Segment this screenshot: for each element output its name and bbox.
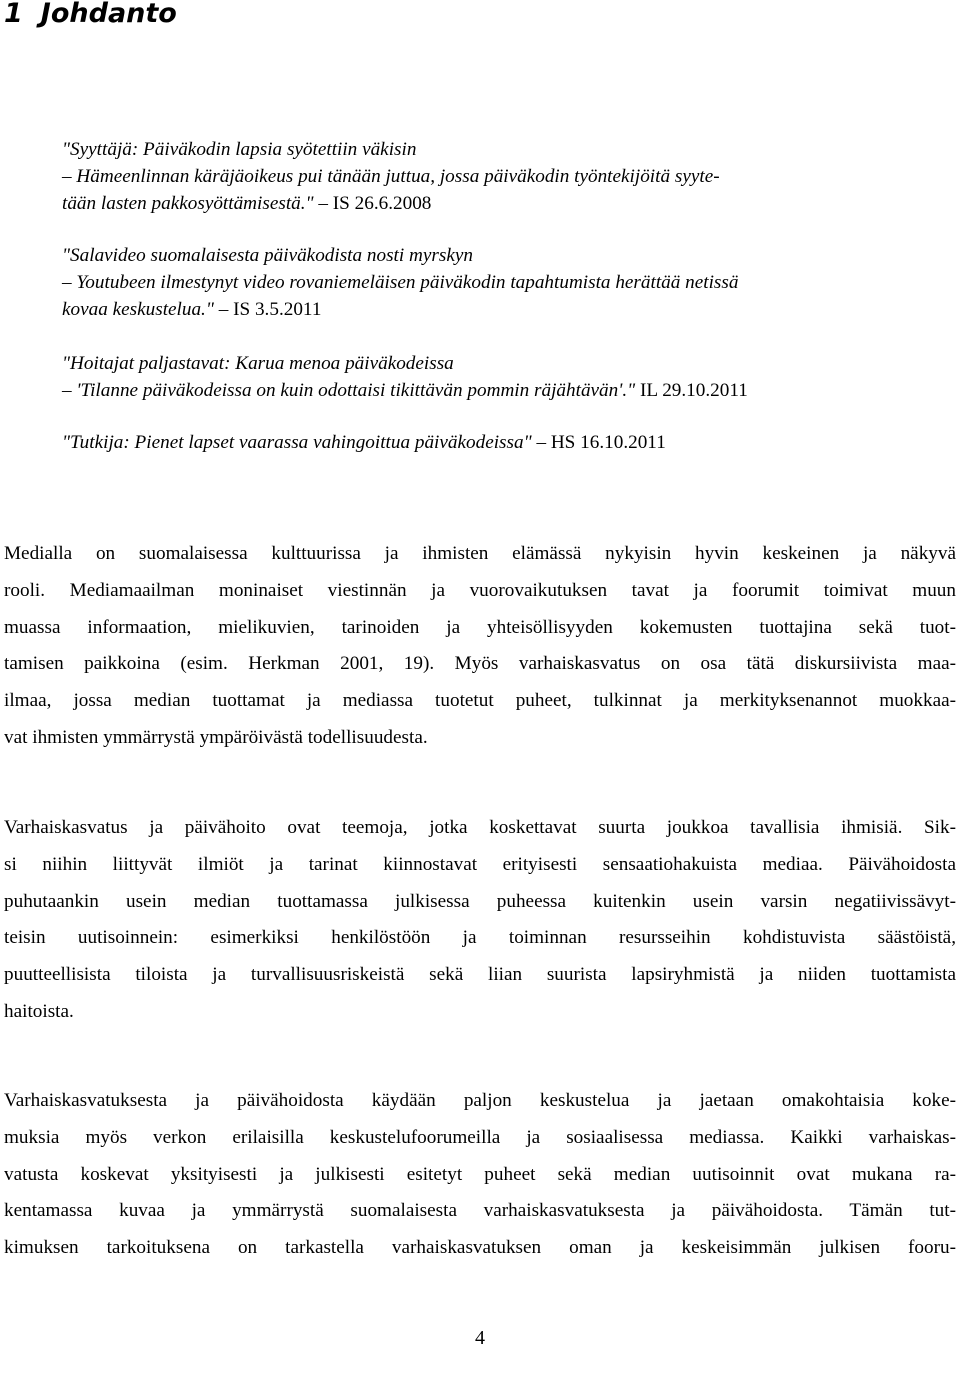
quote-line: – Hämeenlinnan käräjäoikeus pui tänään juttua, jossa päiväkodin työntekijöitä syyte- [62, 165, 720, 187]
paragraph-line: rooli. Mediamaailman moninaiset viestinnän ja vuorovaikutuksen tavat ja foorumit toimivat muun [4, 579, 956, 601]
body-paragraph [4, 1083, 956, 1267]
paragraph-line: Varhaiskasvatus ja päivähoito ovat teemoja, jotka koskettavat suurta joukkoa tavallisia ihmisiä. Sik- [4, 817, 956, 838]
paragraph-line: vatusta koskevat yksityisesti ja julkisesti esitetyt puheet sekä median uutisoinnit ovat mukana ra- [4, 1163, 956, 1185]
paragraph-line: haitoista. [4, 1000, 74, 1022]
paragraph-line: puutteellisista tiloista ja turvallisuusriskeistä sekä liian suurista lapsiryhmistä ja niiden tuottamista [4, 964, 956, 986]
quote-source: – HS 16.10.2011 [536, 432, 666, 453]
paragraph-line: Varhaiskasvatuksesta ja päivähoidosta käydään paljon keskustelua ja jaetaan omakohtaisia koke- [4, 1090, 956, 1111]
quote-headline: "Syyttäjä: Päiväkodin lapsia syötettiin väkisin [62, 139, 417, 160]
quote-line: tään lasten pakkosyöttämisestä." [62, 192, 314, 214]
paragraph-line: tamisen paikkoina (esim. Herkman 2001, 19). Myös varhaiskasvatus on osa tätä diskursiivista maa- [4, 653, 956, 675]
news-quote [62, 243, 922, 323]
body-paragraph [4, 810, 956, 1031]
paragraph-line: vat ihmisten ymmärrystä ympäröivästä todellisuudesta. [4, 726, 428, 748]
paragraph-line: kentamassa kuvaa ja ymmärrystä suomalaisesta varhaiskasvatuksesta ja päivähoidosta. Tämän tut- [4, 1200, 956, 1222]
paragraph-line: muassa informaation, mielikuvien, tarinoiden ja yhteisöllisyyden kokemusten tuottajina sekä tuot- [4, 616, 956, 638]
chapter-title: Johdanto [40, 0, 177, 29]
quote-headline: "Hoitajat paljastavat: Karua menoa päiväkodeissa [62, 353, 454, 374]
paragraph-line: si niihin liittyvät ilmiöt ja tarinat kiinnostavat erityisesti sensaatiohakuista mediaa. Päivähoidosta [4, 853, 956, 875]
news-quote [62, 351, 922, 405]
quote-source: IL 29.10.2011 [640, 379, 748, 401]
paragraph-line: kimuksen tarkoituksena on tarkastella varhaiskasvatuksen oman ja keskeisimmän julkisen fooru- [4, 1237, 956, 1259]
paragraph-line: muksia myös verkon erilaisilla keskustelufoorumeilla ja sosiaalisessa mediassa. Kaikki varhaiskas- [4, 1126, 956, 1148]
paragraph-line: teisin uutisoinnein: esimerkiksi henkilöstöön ja toiminnan resursseihin kohdistuvista säästöistä, [4, 927, 956, 949]
quote-line: – Youtubeen ilmestynyt video rovaniemeläisen päiväkodin tapahtumista herättää netissä [62, 271, 739, 293]
quote-headline: "Tutkija: Pienet lapset vaarassa vahingoittua päiväkodeissa" [62, 432, 532, 453]
quote-headline: "Salavideo suomalaisesta päiväkodista nosti myrskyn [62, 245, 473, 266]
paragraph-line: puhutaankin usein median tuottamassa julkisessa puheessa kuitenkin usein varsin negatiivissävyt- [4, 890, 956, 912]
chapter-number: 1 [4, 0, 23, 29]
quote-source: – IS 26.6.2008 [318, 192, 432, 214]
quote-line: kovaa keskustelua." [62, 298, 214, 320]
paragraph-line: ilmaa, jossa median tuottamat ja mediassa tuotetut puheet, tulkinnat ja merkityksenannot muokkaa- [4, 690, 956, 712]
quote-line: – 'Tilanne päiväkodeissa on kuin odottaisi tikittävän pommin räjähtävän'." [62, 379, 636, 401]
news-quote [62, 430, 922, 457]
news-quote [62, 137, 922, 217]
body-paragraph [4, 536, 956, 757]
quote-source: – IS 3.5.2011 [218, 298, 322, 320]
page-number: 4 [475, 1327, 485, 1349]
chapter-heading [4, 0, 177, 31]
paragraph-line: Medialla on suomalaisessa kulttuurissa ja ihmisten elämässä nykyisin hyvin keskeinen ja näkyvä [4, 543, 956, 564]
